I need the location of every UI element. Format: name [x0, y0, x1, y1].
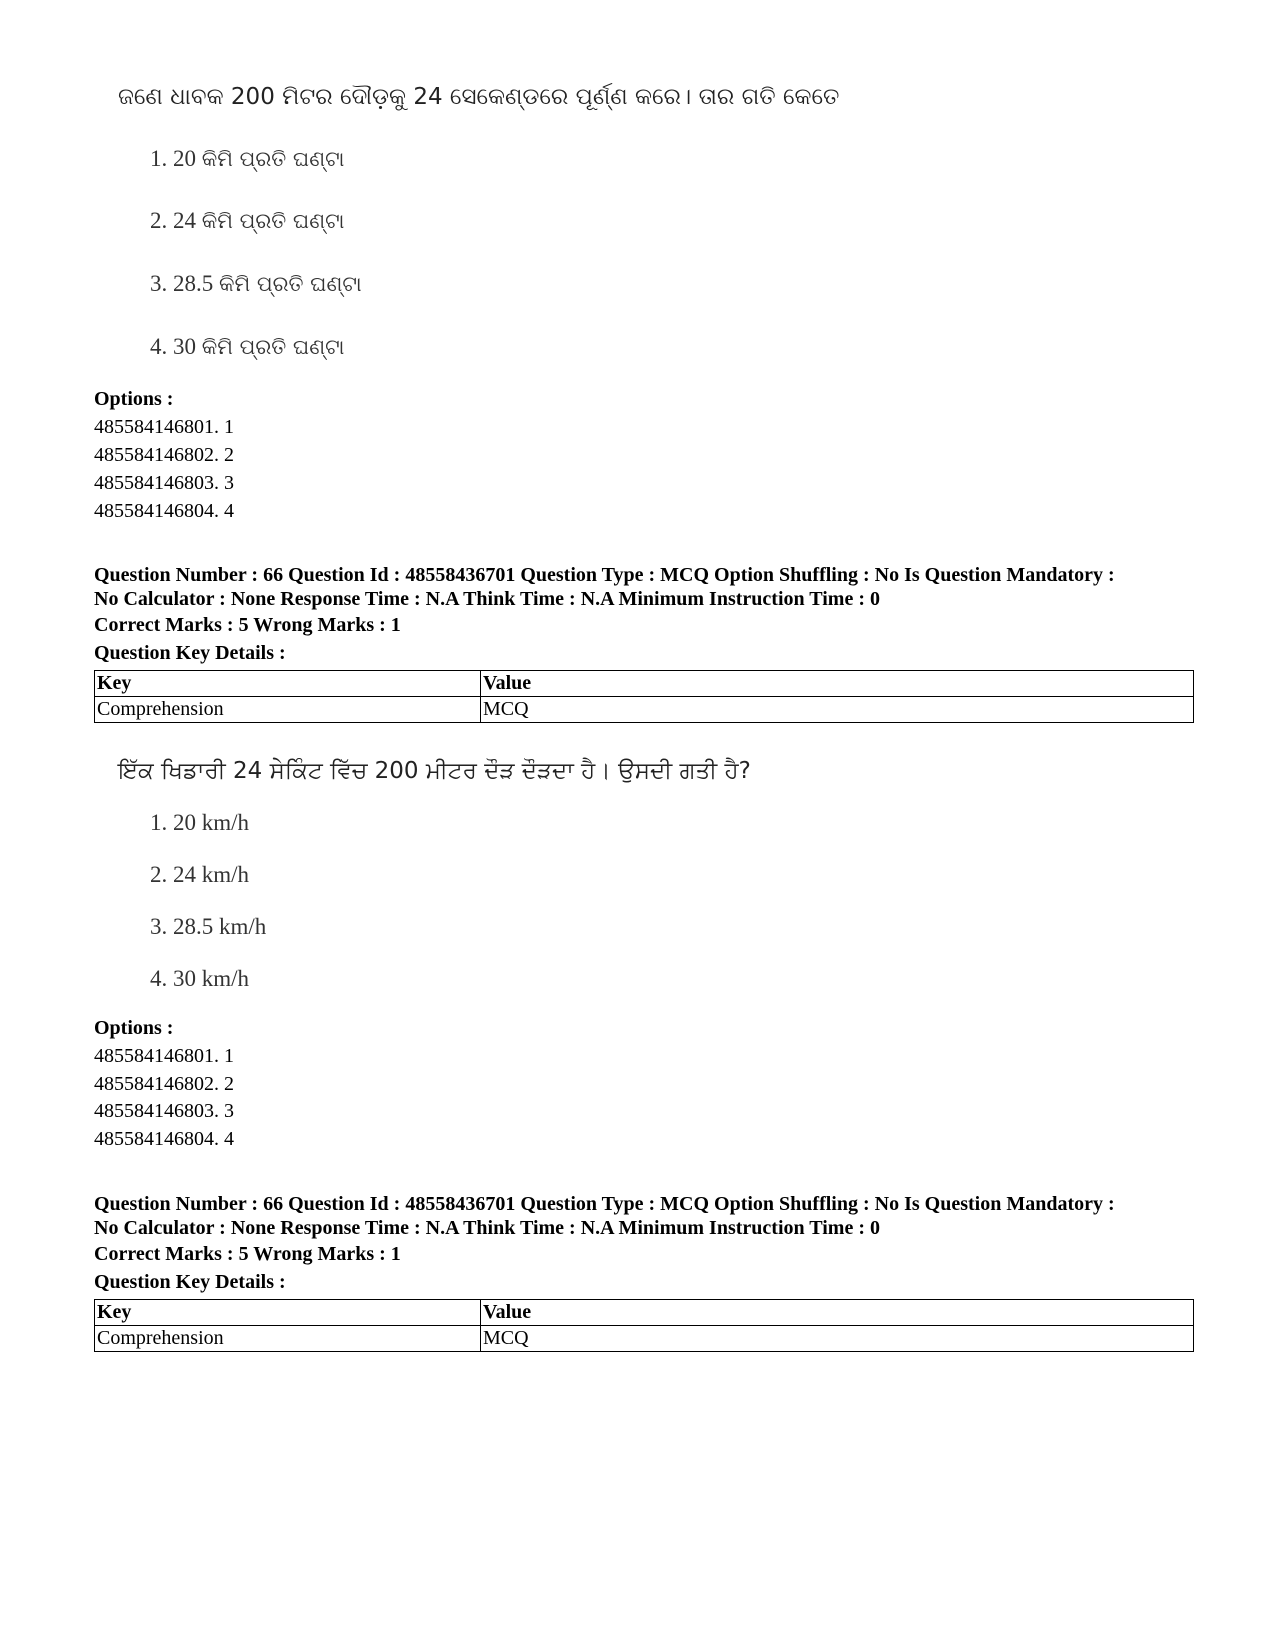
option-line: 485584146802. 2 [94, 1073, 234, 1095]
key-details-table [94, 670, 1194, 723]
key-details-heading: Question Key Details : [94, 642, 286, 664]
option-line: 485584146802. 2 [94, 444, 234, 466]
choice-item: 1. 20 km/h [150, 810, 250, 835]
key-details-heading: Question Key Details : [94, 1271, 286, 1293]
table-header-cell: Key [95, 1300, 481, 1326]
option-line: 485584146804. 4 [94, 1128, 234, 1150]
table-header-cell: Key [95, 671, 481, 697]
question-meta-line1: Question Number : 66 Question Id : 48558436701 Question Type : MCQ Option Shuffling : No Is Question Mandatory : [94, 1193, 1115, 1215]
marks-line: Correct Marks : 5 Wrong Marks : 1 [94, 1243, 401, 1265]
choice-item: 3. 28.5 km/h [150, 914, 267, 939]
question-meta [94, 563, 1194, 611]
table-cell: MCQ [481, 1326, 1194, 1352]
option-line: 485584146804. 4 [94, 500, 234, 522]
table-header-row [95, 671, 1194, 697]
question-meta [94, 1192, 1194, 1240]
table-row [95, 1326, 1194, 1352]
option-line: 485584146803. 3 [94, 1100, 234, 1122]
table-header-row [95, 1300, 1194, 1326]
table-cell: Comprehension [95, 1326, 481, 1352]
table-row [95, 697, 1194, 723]
question-text-odia: ଜଣେ ଧାବକ 200 ମିଟର ଦୌଡ଼କୁ 24 ସେକେଣ୍ଡରେ ପୂର୍ଣ୍ଣ କରେ। ତାର ଗତି କେତେ [118, 84, 840, 110]
choice-item: 3. 28.5 କିମି ପ୍ରତି ଘଣ୍ଟା [150, 271, 362, 296]
table-cell: Comprehension [95, 697, 481, 723]
table-cell: MCQ [481, 697, 1194, 723]
option-line: 485584146801. 1 [94, 1045, 234, 1067]
question-meta-line2: No Calculator : None Response Time : N.A Think Time : N.A Minimum Instruction Time : 0 [94, 1217, 880, 1239]
table-header-cell: Value [481, 1300, 1194, 1326]
options-heading: Options : [94, 388, 174, 410]
marks-line: Correct Marks : 5 Wrong Marks : 1 [94, 614, 401, 636]
choice-item: 4. 30 km/h [150, 966, 250, 991]
choice-item: 2. 24 km/h [150, 862, 250, 887]
question-meta-line2: No Calculator : None Response Time : N.A Think Time : N.A Minimum Instruction Time : 0 [94, 588, 880, 610]
table-header-cell: Value [481, 671, 1194, 697]
choice-item: 1. 20 କିମି ପ୍ରତି ଘଣ୍ଟା [150, 146, 345, 171]
question-meta-line1: Question Number : 66 Question Id : 48558436701 Question Type : MCQ Option Shuffling : No Is Question Mandatory : [94, 564, 1115, 586]
options-heading: Options : [94, 1017, 174, 1039]
choice-item: 2. 24 କିମି ପ୍ରତି ଘଣ୍ଟା [150, 208, 345, 233]
key-details-table [94, 1299, 1194, 1352]
option-line: 485584146801. 1 [94, 416, 234, 438]
question-text-punjabi: ਇੱਕ ਖਿਡਾਰੀ 24 ਸੇਕਿੰਟ ਵਿੱਚ 200 ਮੀਟਰ ਦੌੜ ਦੌੜਦਾ ਹੈ। ਉਸਦੀ ਗਤੀ ਹੈ? [118, 758, 751, 784]
choice-item: 4. 30 କିମି ପ୍ରତି ଘଣ୍ଟା [150, 334, 345, 359]
option-line: 485584146803. 3 [94, 472, 234, 494]
